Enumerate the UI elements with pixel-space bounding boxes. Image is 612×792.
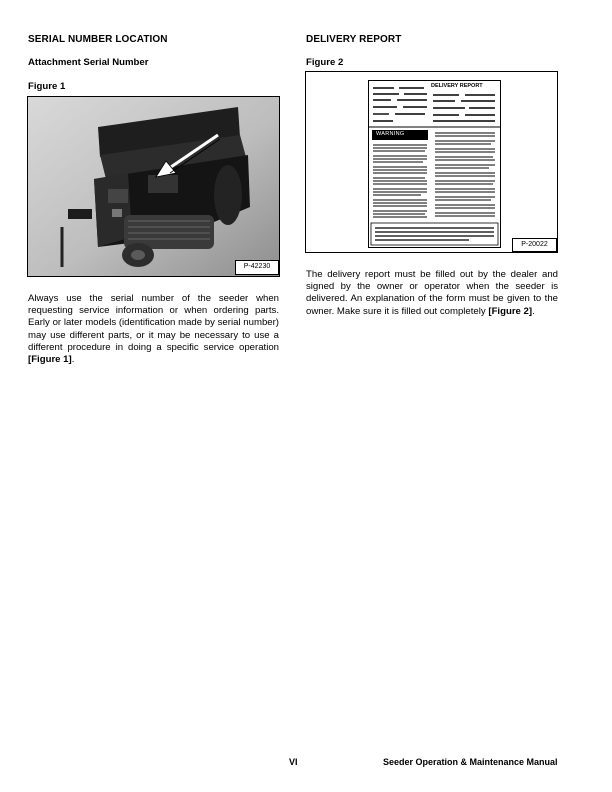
serial-paragraph-period: . bbox=[71, 354, 75, 366]
form-warning-label: WARNING bbox=[376, 131, 405, 137]
figure-1-code: P-42230 bbox=[235, 260, 279, 275]
page-number: VI bbox=[289, 757, 298, 767]
section-heading-delivery-report: DELIVERY REPORT bbox=[306, 34, 402, 45]
delivery-paragraph-period: . bbox=[532, 305, 535, 317]
form-title: DELIVERY REPORT bbox=[431, 83, 483, 89]
figure-1-label: Figure 1 bbox=[28, 81, 66, 92]
delivery-paragraph-text: The delivery report must be filled out by the dealer and signed by the owner or operator when the seeder is delivered. An explanation of the form must be given to the owner. Make sure it is filled out completely bbox=[306, 269, 558, 317]
figure-2-label: Figure 2 bbox=[306, 57, 344, 68]
seeder-photo bbox=[28, 97, 279, 276]
delivery-report-form bbox=[368, 80, 501, 248]
delivery-report-paragraph bbox=[306, 269, 558, 318]
figure-2-frame bbox=[305, 71, 558, 253]
serial-number-paragraph bbox=[28, 293, 279, 366]
section-heading-serial-number: SERIAL NUMBER LOCATION bbox=[28, 34, 168, 45]
figure-1-frame bbox=[27, 96, 280, 277]
figure-2-reference: [Figure 2] bbox=[488, 305, 533, 317]
figure-1-reference: [Figure 1] bbox=[28, 354, 72, 366]
figure-2-code: P-20022 bbox=[512, 238, 557, 252]
manual-title: Seeder Operation & Maintenance Manual bbox=[383, 757, 558, 767]
subheading-attachment-serial: Attachment Serial Number bbox=[28, 57, 149, 68]
form-lines bbox=[369, 81, 500, 247]
serial-paragraph-text: Always use the serial number of the seeder when requesting service information or when ordering parts. Early or later models (identification made by serial number) may use different parts, or it may be necessary to use a different procedure in doing a specific service operation bbox=[28, 293, 279, 353]
